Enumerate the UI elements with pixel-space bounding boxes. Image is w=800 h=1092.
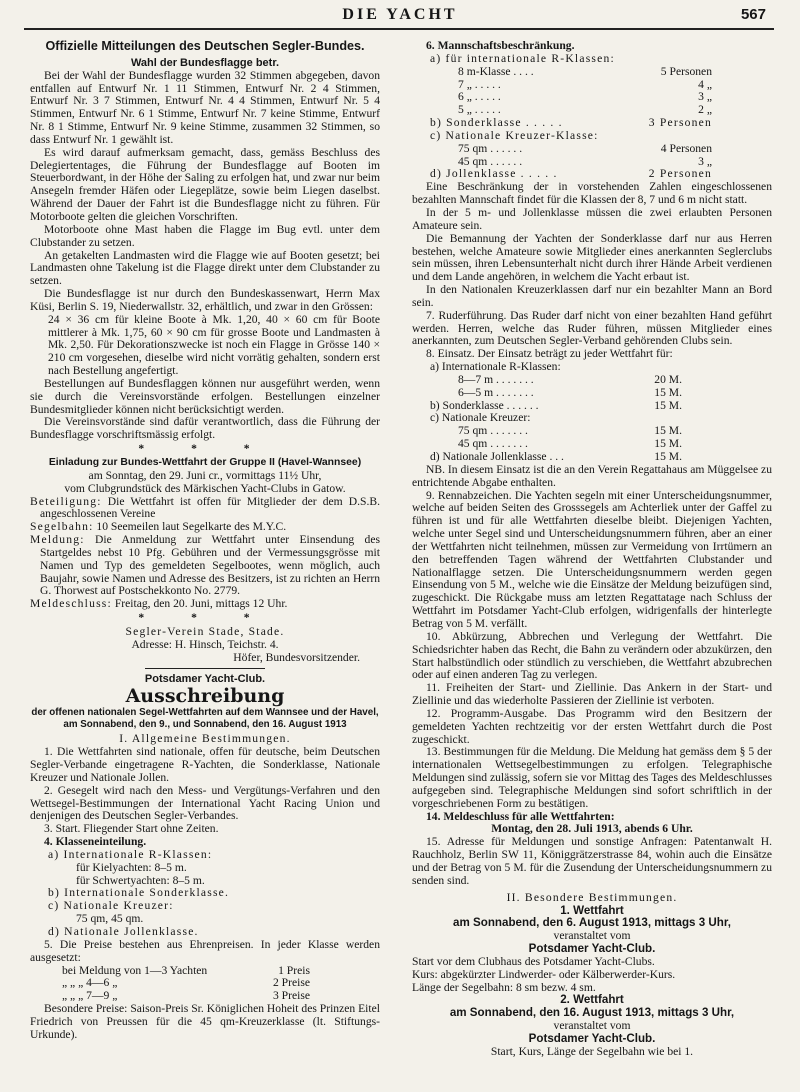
label: Beteiligung: [30,494,102,508]
page-number: 567 [740,6,766,23]
prize-row: „ „ „ 7—9 „ 3 Preise [62,989,310,1003]
class-entry: 75 qm, 45 qm. [76,912,144,926]
prizes-text: 5. Die Preise bestehen aus Ehrenpreisen. In jeder Klasse werden ausgesetzt: [30,937,380,964]
announcement-subtitle: der offenen nationalen Segel-Wettfahrten auf dem Wannsee und der Havel, am Sonnabend, den 9., und Sonnabend, den 16. August 1913 [31,707,379,730]
note: NB. In diesem Einsatz ist die an den Verein Regattahaus am Müggelsee zu entrichtende Abgabe enthalten. [412,462,772,489]
rule-item: 10. Abkürzung, Abbrechen und Verlegung der Wettfahrt. Die Schiedsrichter haben das Recht, die Bahn zu verändern oder abzukürzen, den Start halbstündlich oder stündlich zu verschieben, die Wettfahrt abzubrechen oder auf einen anderen Tag zu verlegen. [412,629,772,682]
left-column [30,40,380,1042]
paragraph: Bestellungen auf Bundesflaggen können nur ausgeführt werden, wenn sie durch die Vereinsvorstände erfolgen. Bestellungen einzelner Bundesmitglieder können nicht berücksichtigt werden. [30,376,380,416]
fee-class: c) Nationale Kreuzer: [430,411,531,425]
paragraph: An getakelten Landmasten wird die Flagge wie auf Booten gesetzt; bei Landmasten ohne Takelung ist die Flagge direkt unter dem Clubstander zu setzen. [30,248,380,288]
invitation-heading: Einladung zur Bundes-Wettfahrt der Gruppe II (Havel-Wannsee) [48,457,362,468]
label: Segelbahn: [30,520,94,534]
fee-class: a) Internationale R-Klassen: [430,360,561,374]
deadline-heading: 14. Meldeschluss für alle Wettfahrten: [426,809,615,823]
prize-row: bei Meldung von 1—3 Yachten 1 Preis [62,963,310,977]
right-column [412,40,772,1059]
fee-row: 75 qm . . . . . . . 15 M. [458,424,682,438]
special-provisions-heading: II. Besondere Bestimmungen. [506,890,678,904]
rule-item: 2. Gesegelt wird nach den Mess- und Vergütungs-Verfahren und den Wettsegel-Bestimmungen der International Yacht Racing Union und denjenigen des Deutschen Segler-Verbandes. [30,783,380,823]
crew-row: 5 „ . . . . . 2 „ [458,103,712,117]
paragraph: In den Nationalen Kreuzerklassen darf nur ein bezahlter Mann an Bord sein. [412,283,772,309]
invitation-date: am Sonntag, den 29. Juni cr., vormittags 11½ Uhr, [88,468,322,482]
class-entry: d) Nationale Jollenklasse. [48,925,199,938]
course-text: 10 Seemeilen laut Segelkarte des M.Y.C. [96,520,287,534]
class-entry: für Kielyachten: 8–5 m. [76,860,187,874]
club-name: Segler-Verein Stade, Stade. [125,624,285,638]
fee-row: d) Nationale Jollenklasse . . . 15 M. [430,450,682,463]
fee-row: 6—5 m . . . . . . . 15 M. [458,385,682,399]
crew-row: b) Sonderklasse . . . . . 3 Personen [430,116,712,130]
label: Meldeschluss: [30,597,112,611]
section-heading: Offizielle Mitteilungen des Deutschen Segler-Bundes. [45,39,365,53]
running-head-title: DIE YACHT [342,6,458,23]
flag-sizes: 24 × 36 cm für kleine Boote à Mk. 1,20, 40 × 60 cm für Boote mittlerer à Mk. 1,75, 60 × 90 cm für grosse Boote und Landmasten à Mk. 2,50. Für Dekorationszwecke ist noch ein Flagge in Grösse 140 × 210 cm vorgesehen, dieselbe wird nicht vorrätig gehalten, sondern erst nach Bestellung angefertigt. [48,312,380,378]
address: Adresse: H. Hinsch, Teichstr. 4. [131,637,279,651]
crew-class: a) für internationale R-Klassen: [430,51,615,65]
special-prizes: Besondere Preise: Saison-Preis Sr. Königlichen Hoheit des Prinzen Eitel Friedrich von Preussen für die 45 qm-Kreuzerklasse (lt. Stiftungs-Urkunde). [30,1002,380,1041]
class-entry: für Schwertyachten: 8–5 m. [76,873,205,887]
crew-row: 8 m-Klasse . . . . 5 Personen [458,64,712,78]
general-provisions-heading: I. Allgemeine Bestimmungen. [119,732,291,746]
rule-item: 1. Die Wettfahrten sind nationale, offen für deutsche, beim Deutschen Segler-Verbande eingetragene R-Yachten, die Sonderklasse, Nationale Kreuzer und Nationale Jollen. [30,745,380,784]
race-1-start: Start vor dem Clubhaus des Potsdamer Yacht-Clubs. [412,954,655,968]
paragraph: Die Bundesflagge ist nur durch den Bundeskassenwart, Herrn Max Küsi, Berlin S. 19, Niederwallstr. 32, erhältlich, und zwar in den Grössen: [30,287,380,313]
paragraph: Motorboote ohne Mast haben die Flagge im Bug evtl. unter dem Clubstander zu setzen. [30,222,380,249]
crew-row: 7 „ . . . . . 4 „ [458,77,712,91]
rule-item: 3. Start. Fliegender Start ohne Zeiten. [44,822,219,836]
club-heading: Potsdamer Yacht-Club. [144,672,266,685]
race-2-heading: 2. Wettfahrt [560,993,624,1007]
fee-row: 45 qm . . . . . . . 15 M. [458,437,682,451]
organized-by: veranstaltet vom [553,929,631,943]
race-2-date: am Sonnabend, den 16. August 1913, mittags 3 Uhr, [449,1006,735,1020]
header-rule [24,28,774,30]
organizer-club: Potsdamer Yacht-Club. [528,942,656,956]
participation-text: Die Wettfahrt ist offen für Mitglieder der dem D.S.B. angeschlossenen Vereine [40,494,380,521]
paragraph: Es wird darauf aufmerksam gemacht, dass, gemäss Beschluss des Delegiertentages, die Führung der Bundesflagge auf Booten im Steuerbordwant, in der Höhe der Saling zu erfolgen hat, und zwar nur beim Ansegeln fremder Häfen oder Liegeplätze, sowie beim Liegen daselbst. Während der Dauer der Fahrt ist die Bundesflagge nicht zu führen. Für Motorboote gelten die gleichen Vorschriften. [30,145,380,223]
race-1-heading: 1. Wettfahrt [560,903,624,917]
classes-heading: 4. Klasseneinteilung. [44,835,147,849]
paragraph: Eine Beschränkung der in vorstehenden Zahlen eingeschlossenen bezahlten Mannschaft findet für die Klassen der 8, 7 und 6 m nicht statt. [412,180,772,207]
crew-row: 75 qm . . . . . . 4 Personen [458,141,712,155]
deadline-date: Montag, den 28. Juli 1913, abends 6 Uhr. [491,822,693,836]
prize-row: „ „ „ 4—6 „ 2 Preise [62,976,310,990]
race-2-details: Start, Kurs, Länge der Segelbahn wie bei 1. [490,1044,694,1058]
race-1-length: Länge der Segelbahn: 8 sm bezw. 4 sm. [412,980,596,994]
organized-by: veranstaltet vom [553,1019,631,1033]
divider [145,668,265,669]
signature: Höfer, Bundesvorsitzender. [233,650,360,664]
rule-item: 9. Rennabzeichen. Die Yachten segeln mit einer Unterscheidungsnummer, welche auf beiden Seiten des Grosssegels am Achterliek unter der Gaffel zu führen ist und für alle Wettfahrten dieselbe bleibt. Diejenigen Yachten, welche unter Segel sind und Unterscheidungsnummern führen, aber an einer der Wettfahrten nicht teilnehmen, müssen zur Vermeidung von Irrtümern an den betreffenden Tagen während der Wettfahrten Clubstander und Nationalflagge setzen. Die Unterscheidungsnummern werden gegen Einsendung von 5 M., welche wie die Einsätze der Meldung beizufügen sind, zugeschickt. Die Rückgabe muss am letzten Regattatage nach Schluss der Wettfahrt im Potsdamer Yacht-Club erfolgen, widrigenfalls der hinterlegte Betrag von 5 M. verfällt. [412,488,772,630]
rule-item: 12. Programm-Ausgabe. Das Programm wird den Besitzern der gemeldeten Yachten rechtzeitig vor der ersten Wettfahrt durch die Post zugeschickt. [412,706,772,746]
label: Meldung: [30,533,85,547]
crew-row: 45 qm . . . . . . 3 „ [458,154,712,168]
class-entry: c) Nationale Kreuzer: [48,899,174,913]
paragraph: Die Vereinsvorstände sind dafür verantwortlich, dass die Führung der Bundesflagge vorschriftsmässig erfolgt. [30,415,380,442]
entry-fee-heading: 8. Einsatz. Der Einsatz beträgt zu jeder Wettfahrt für: [426,347,673,361]
race-1-course: Kurs: abgekürzter Lindwerder- oder Kälberwerder-Kurs. [412,967,676,981]
registration-text: Die Anmeldung zur Wettfahrt unter Einsendung des Startgeldes nebst 10 Pfg. Gebühren und der Vermessungsgrösse mit Namen und Typ des gemeldeten Segelbootes, wenn möglich, auch Baujahr, sowie Namen und Adresse des Besitzers, ist zu richten an Herrn G. Thorwest auf Postschekkonto No. 2779. [40,533,380,598]
separator-stars: * * * [138,611,272,625]
rule-item: 15. Adresse für Meldungen und sonstige Anfragen: Patentanwalt H. Rauchholz, Berlin SW 11, Königgrätzerstrasse 84, wohin auch die Einsätze und der Betrag von 5 M. für die Zusendung der Unterscheidungsnummern zu senden sind. [412,835,772,887]
invitation-place: vom Clubgrundstück des Märkischen Yacht-Clubs in Gatow. [64,481,346,495]
crew-row: d) Jollenklasse . . . . . 2 Personen [430,167,712,181]
paragraph: 7. Ruderführung. Das Ruder darf nicht von einer bezahlten Hand geführt werden. Herren, welche das Ruder führen, müssen Mitglieder eines anerkannten, zum Deutschen Segler-Verband gehörenden Clubs sein. [412,308,772,348]
rule-item: 11. Freiheiten der Start- und Ziellinie. Das Ankern in der Start- und Ziellinie und das wiederholte Passieren der Ziellinie ist verboten. [412,681,772,708]
paragraph: In der 5 m- und Jollenklasse müssen die zwei erlaubten Personen Amateure sein. [412,205,772,232]
rule-item: 13. Bestimmungen für die Meldung. Die Meldung hat gemäss dem § 5 der internationalen Wettsegelbestimmungen zu erfolgen. Telegraphische Meldungen sind zulässig, sofern sie vor Mittag des Tages des Meldeschlusses aufgegeben sind. Telegraphische Meldungen sind sofort schriftlich in der vorgeschriebenen Form zu bestätigen. [412,745,772,810]
class-entry: b) Internationale Sonderklasse. [48,886,230,900]
separator-stars: * * * [138,442,272,456]
paragraph: Bei der Wahl der Bundesflagge wurden 32 Stimmen abgegeben, davon entfallen auf Entwurf Nr. 1 11 Stimmen, Entwurf Nr. 2 4 Stimmen, Entwurf Nr. 3 7 Stimmen, Entwurf Nr. 4 4 Stimmen, Entwurf Nr. 5 4 Stimmen, Entwurf Nr. 6 1 Stimme, Entwurf Nr. 7 keine Stimme, Entwurf Nr. 8 1 Stimme, Entwurf Nr. 9 keine Stimme, zusammen 32 Stimmen, so dass Entwurf Nr. 1 gewählt ist. [30,68,380,146]
announcement-title: Ausschreibung [125,685,285,708]
crew-heading: 6. Mannschaftsbeschränkung. [426,39,575,52]
subheading-flag-vote: Wahl der Bundesflagge betr. [130,56,280,69]
crew-class: c) Nationale Kreuzer-Klasse: [430,128,599,142]
organizer-club: Potsdamer Yacht-Club. [528,1031,656,1045]
crew-row: 6 „ . . . . . 3 „ [458,90,712,104]
fee-row: b) Sonderklasse . . . . . . 15 M. [430,398,682,412]
paragraph: Die Bemannung der Yachten der Sonderklasse darf nur aus Herren bestehen, welche Amateure sowie Mitglieder eines anerkannten Seglerclubs sein müssen, ihren Lebensunterhalt nicht durch ihrer Hände Arbeit verdienen und dem Lande angehören, in welchem die Yacht erbaut ist. [412,231,772,284]
deadline-text: Freitag, den 20. Juni, mittags 12 Uhr. [114,597,288,611]
race-1-date: am Sonnabend, den 6. August 1913, mittags 3 Uhr, [453,916,731,930]
class-entry: a) Internationale R-Klassen: [48,847,213,861]
fee-row: 8—7 m . . . . . . . 20 M. [458,372,682,386]
